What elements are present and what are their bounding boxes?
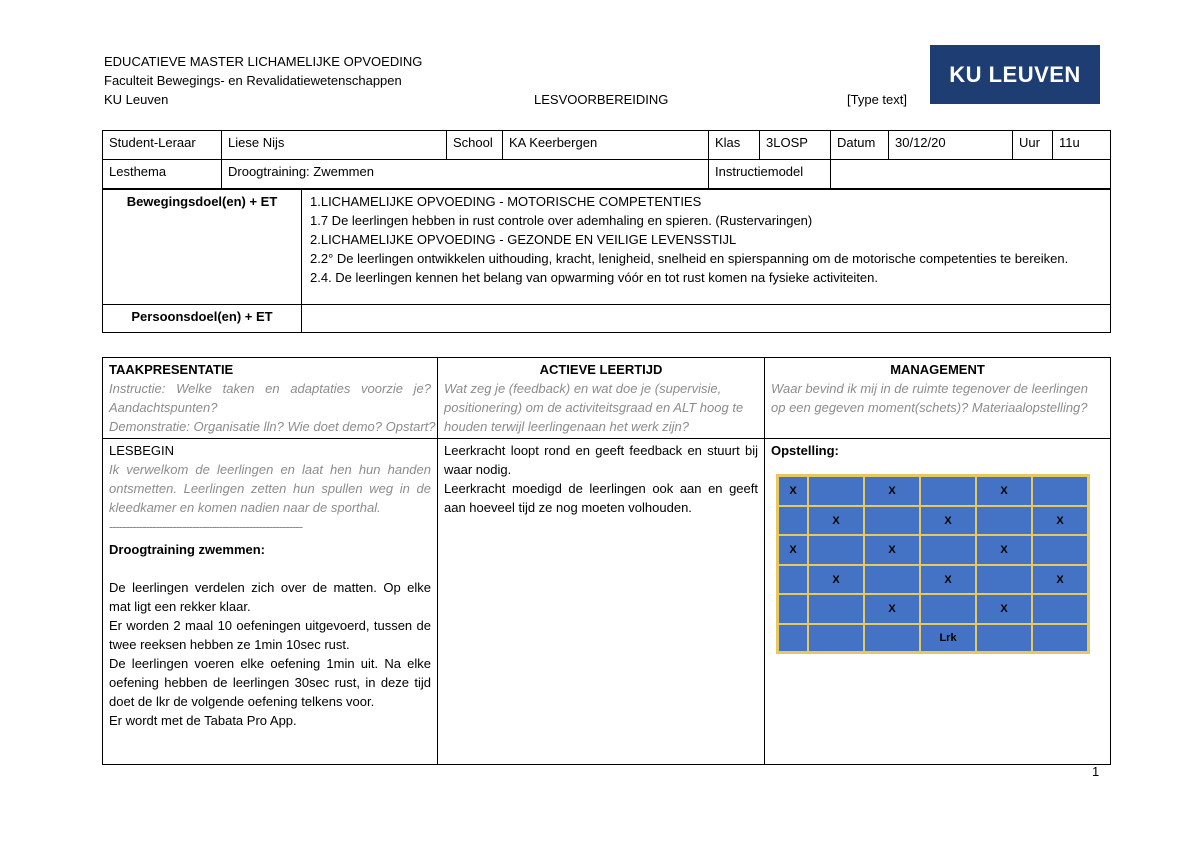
alt-paragraph-2: Leerkracht moedigd de leerlingen ook aan en geeft aan hoeveel tijd ze nog moeten volhouden. [444,481,758,515]
goal-line-2: 1.7 De leerlingen hebben in rust controle over ademhaling en spieren. (Rustervaringen) [310,213,813,228]
student-position-cell: X [778,535,808,565]
student-position-cell: X [976,594,1032,624]
student-position-cell: X [808,565,864,594]
mat-cell [808,535,864,565]
ku-leuven-logo: KU LEUVEN [930,45,1100,104]
persoonsdoel-value [302,305,1111,333]
student-position-cell: X [864,476,920,506]
mat-cell [864,624,920,652]
student-position-cell: X [1032,565,1088,594]
bewegingsdoel-label: Bewegingsdoel(en) + ET [103,190,302,305]
lesbegin-heading: LESBEGIN [109,443,175,458]
mat-cell [864,506,920,535]
mat-cell [976,506,1032,535]
student-value: Liese Nijs [222,131,447,160]
actieve-leertijd-title: ACTIEVE LEERTIJD [539,362,663,377]
student-label: Student-Leraar [103,131,222,160]
student-position-cell: X [864,594,920,624]
opstelling-label: Opstelling: [771,443,839,458]
mat-cell [1032,594,1088,624]
instructiemodel-value [831,160,1111,189]
mat-cell [808,476,864,506]
instructiemodel-label: Instructiemodel [709,160,831,189]
mat-cell [864,565,920,594]
goal-line-5: 2.4. De leerlingen kennen het belang van opwarming vóór en tot rust komen na fysieke activiteiten. [310,270,879,285]
goal-line-3: 2.LICHAMELIJKE OPVOEDING - GEZONDE EN VEILIGE LEVENSSTIJL [310,232,737,247]
lesbegin-text: Ik verwelkom de leerlingen en laat hen hun handen ontsmetten. Leerlingen zetten hun spullen weg in de kleedkamer en komen nadien naar de sporthal. [109,462,431,515]
klas-value: 3LOSP [760,131,831,160]
taakpresentatie-title: TAAKPRESENTATIE [109,362,234,377]
lesson-paragraph-3: De leerlingen voeren elke oefening 1min uit. Na elke oefening hebben de leerlingen 30sec rust, in deze tijd doet de lkr de volgende oefening telkens voor. [109,656,431,709]
school-label: School [447,131,503,160]
lesson-paragraph-1: De leerlingen verdelen zich over de matten. Op elke mat ligt een rekker klaar. [109,580,431,614]
student-position-cell: X [778,476,808,506]
datum-value: 30/12/20 [889,131,1013,160]
goals-table [102,189,1111,333]
header-title: LESVOORBEREIDING [534,92,669,107]
lesson-paragraph-2: Er worden 2 maal 10 oefeningen uitgevoerd, tussen de twee reeksen hebben ze 1min 10sec rust. [109,618,431,652]
teacher-position-cell: Lrk [920,624,976,652]
datum-label: Datum [831,131,889,160]
mat-cell [1032,535,1088,565]
mat-cell [920,594,976,624]
klas-label: Klas [709,131,760,160]
student-position-cell: X [920,506,976,535]
mat-cell [808,624,864,652]
lesthema-value: Droogtraining: Zwemmen [222,160,709,189]
student-position-cell: X [920,565,976,594]
header-line-1: EDUCATIEVE MASTER LICHAMELIJKE OPVOEDING [104,54,423,69]
uur-label: Uur [1013,131,1053,160]
header-placeholder: [Type text] [847,92,907,107]
student-position-cell: X [1032,506,1088,535]
management-title: MANAGEMENT [890,362,985,377]
info-table [102,130,1111,189]
persoonsdoel-label: Persoonsdoel(en) + ET [103,305,302,333]
goal-line-4: 2.2° De leerlingen ontwikkelen uithouding, kracht, lenigheid, snelheid en spierspanning om de motorische competenties te bereiken. [310,251,1069,266]
mat-cell [1032,624,1088,652]
taakpresentatie-instructie: Instructie: Welke taken en adaptaties voorzie je? Aandachtspunten? [109,381,431,415]
mat-cell [1032,476,1088,506]
mat-cell [778,624,808,652]
lesthema-label: Lesthema [103,160,222,189]
goal-line-1: 1.LICHAMELIJKE OPVOEDING - MOTORISCHE COMPETENTIES [310,194,702,209]
student-position-cell: X [864,535,920,565]
header-line-3: KU Leuven [104,92,169,107]
taakpresentatie-demonstratie: Demonstratie: Organisatie lln? Wie doet demo? Opstart? [109,419,436,434]
student-position-cell: X [808,506,864,535]
mat-cell [920,476,976,506]
management-sub: Waar bevind ik mij in de ruimte tegenover de leerlingen op een gegeven moment(schets)? Materiaalopstelling? [771,381,1088,415]
page-number: 1 [1092,764,1100,779]
separator: ---------------------------------------------------------- [109,519,303,534]
lesson-paragraph-4: Er wordt met de Tabata Pro App. [109,713,297,728]
opstelling-grid [776,474,1090,654]
mat-cell [778,506,808,535]
mat-cell [920,535,976,565]
mat-cell [976,624,1032,652]
header-line-2: Faculteit Bewegings- en Revalidatiewetenschappen [104,73,402,88]
mat-cell [778,565,808,594]
uur-value: 11u [1053,131,1111,160]
mat-cell [808,594,864,624]
mat-cell [778,594,808,624]
school-value: KA Keerbergen [503,131,709,160]
actieve-leertijd-sub: Wat zeg je (feedback) en wat doe je (supervisie, positionering) om de activiteitsgraad en ALT hoog te houden terwijl leerlingenaan het werk zijn? [444,381,744,434]
alt-paragraph-1: Leerkracht loopt rond en geeft feedback en stuurt bij waar nodig. [444,443,758,477]
student-position-cell: X [976,535,1032,565]
mat-cell [976,565,1032,594]
droogtraining-subtitle: Droogtraining zwemmen: [109,542,266,557]
student-position-cell: X [976,476,1032,506]
